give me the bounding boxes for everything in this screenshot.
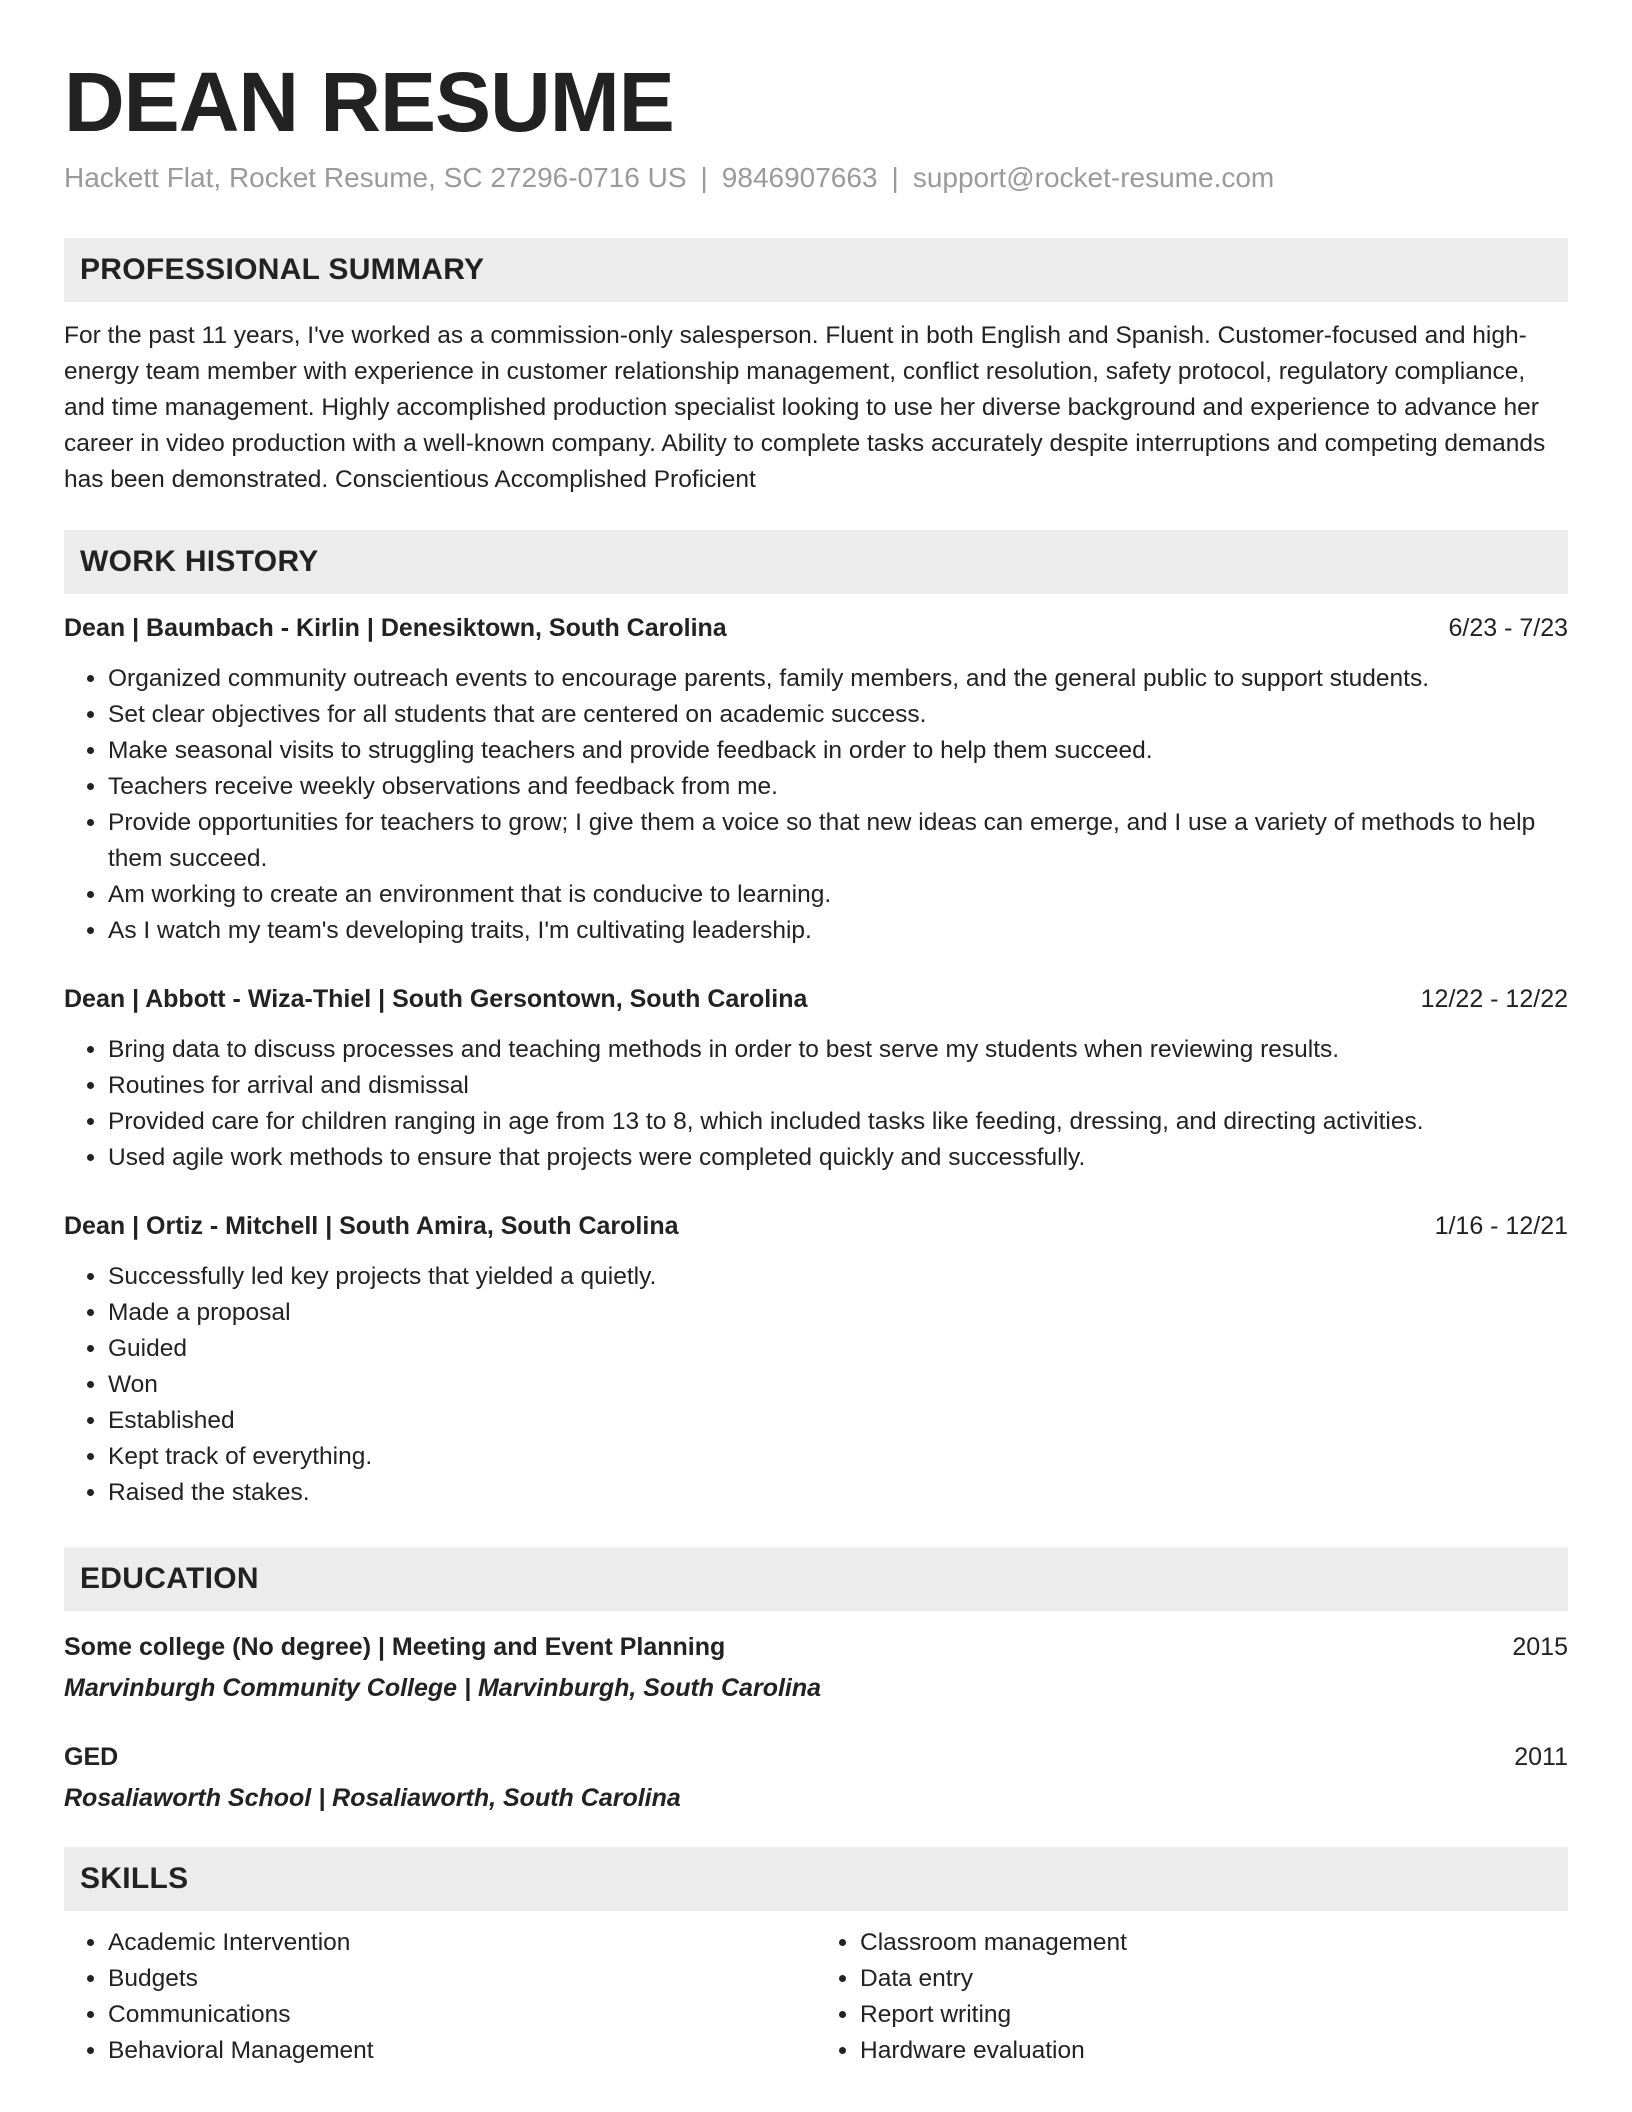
education-entry [64, 1743, 1568, 1813]
contact-separator: | [891, 162, 899, 194]
job-dates: 12/22 - 12/22 [1420, 985, 1568, 1014]
job-entry [64, 1212, 1568, 1511]
skills-columns [64, 1925, 1568, 2069]
job-heading-row [64, 985, 1568, 1014]
skill-item: • Data entry [860, 1961, 1568, 1997]
contact-address: Hackett Flat, Rocket Resume, SC 27296-0716 US [64, 162, 687, 194]
skill-item: • Hardware evaluation [860, 2033, 1568, 2069]
education-degree: Some college (No degree) | Meeting and Event Planning [64, 1633, 726, 1662]
skill-item: • Behavioral Management [108, 2033, 816, 2069]
job-bullet: • Set clear objectives for all students that are centered on academic success. [108, 697, 1568, 733]
job-bullet: • Provided care for children ranging in age from 13 to 8, which included tasks like feeding, dressing, and directing activities. [108, 1104, 1568, 1140]
education-heading-row [64, 1633, 1568, 1662]
job-bullets [64, 1032, 1568, 1176]
education-degree: GED [64, 1743, 119, 1772]
section-header-skills: SKILLS [64, 1847, 1568, 1911]
contact-separator: | [700, 162, 708, 194]
job-bullet: • Bring data to discuss processes and teaching methods in order to best serve my students when reviewing results. [108, 1032, 1568, 1068]
skill-item: • Classroom management [860, 1925, 1568, 1961]
job-bullet: • Successfully led key projects that yielded a quietly. [108, 1259, 1568, 1295]
section-header-education: EDUCATION [64, 1547, 1568, 1611]
job-title: Dean | Ortiz - Mitchell | South Amira, South Carolina [64, 1212, 679, 1241]
contact-email: support@rocket-resume.com [912, 162, 1275, 194]
contact-phone: 9846907663 [721, 162, 878, 194]
job-bullet: • Make seasonal visits to struggling teachers and provide feedback in order to help them succeed. [108, 733, 1568, 769]
skills-list-left [64, 1925, 816, 2069]
job-bullet: • Made a proposal [108, 1295, 1568, 1331]
job-dates: 6/23 - 7/23 [1448, 614, 1568, 643]
education-school: Marvinburgh Community College | Marvinburgh, South Carolina [64, 1674, 822, 1703]
job-bullet: • Organized community outreach events to encourage parents, family members, and the general public to support students. [108, 661, 1568, 697]
education-school: Rosaliaworth School | Rosaliaworth, South Carolina [64, 1784, 681, 1813]
job-bullet: • As I watch my team's developing traits, I'm cultivating leadership. [108, 913, 1568, 949]
section-header-summary: PROFESSIONAL SUMMARY [64, 238, 1568, 302]
summary-text: For the past 11 years, I've worked as a commission-only salesperson. Fluent in both English and Spanish. Customer-focused and high-energy team member with experience in customer relationship management, conflict resolution, safety protocol, regulatory compliance, and time management. Highly accomplished production specialist looking to use her diverse background and experience to advance her career in video production with a well-known company. Ability to complete tasks accurately despite interruptions and competing demands has been demonstrated. Conscientious Accomplished Proficient [64, 322, 1546, 494]
job-entry [64, 985, 1568, 1176]
skill-item: • Communications [108, 1997, 816, 2033]
skill-item: • Academic Intervention [108, 1925, 816, 1961]
job-bullet: • Won [108, 1367, 1568, 1403]
job-entry [64, 614, 1568, 949]
job-heading-row [64, 1212, 1568, 1241]
job-dates: 1/16 - 12/21 [1434, 1212, 1568, 1241]
job-title: Dean | Baumbach - Kirlin | Denesiktown, South Carolina [64, 614, 727, 643]
job-bullet: • Used agile work methods to ensure that projects were completed quickly and successfully. [108, 1140, 1568, 1176]
job-bullet: • Am working to create an environment that is conducive to learning. [108, 877, 1568, 913]
job-bullet: • Routines for arrival and dismissal [108, 1068, 1568, 1104]
job-bullet: • Guided [108, 1331, 1568, 1367]
education-heading-row [64, 1743, 1568, 1772]
job-bullet: • Provide opportunities for teachers to grow; I give them a voice so that new ideas can emerge, and I use a variety of methods to help them succeed. [108, 805, 1568, 877]
job-bullets [64, 1259, 1568, 1511]
section-header-work-history: WORK HISTORY [64, 530, 1568, 594]
contact-line [64, 162, 1568, 194]
job-bullet: • Raised the stakes. [108, 1475, 1568, 1511]
education-entry [64, 1633, 1568, 1703]
education-year: 2011 [1514, 1743, 1568, 1772]
education-year: 2015 [1512, 1633, 1568, 1662]
skill-item: • Report writing [860, 1997, 1568, 2033]
skill-item: • Budgets [108, 1961, 816, 1997]
job-bullet: • Kept track of everything. [108, 1439, 1568, 1475]
job-bullets [64, 661, 1568, 949]
job-title: Dean | Abbott - Wiza-Thiel | South Gersontown, South Carolina [64, 985, 808, 1014]
resume-name: DEAN RESUME [64, 55, 674, 149]
job-bullet: • Established [108, 1403, 1568, 1439]
job-bullet: • Teachers receive weekly observations and feedback from me. [108, 769, 1568, 805]
job-heading-row [64, 614, 1568, 643]
skills-list-right [816, 1925, 1568, 2069]
